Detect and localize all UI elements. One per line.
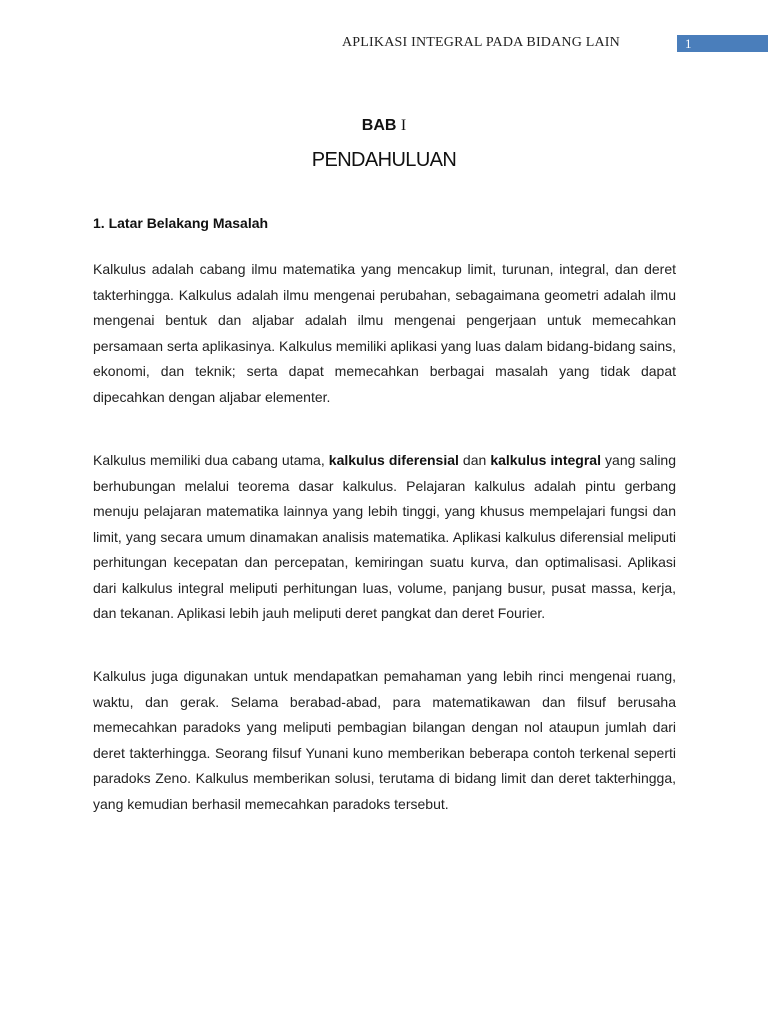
paragraph-1: Kalkulus adalah cabang ilmu matematika yang mencakup limit, turunan, integral, dan deret takterhingga. Kalkulus adalah ilmu mengenai perubahan, sebagaimana geometri adalah ilmu mengenai bentuk dan aljabar adalah ilmu mengenai pengerjaan untuk memecahkan persamaan serta aplikasinya. Kalkulus memiliki aplikasi yang luas dalam bidang-bidang sains, ekonomi, dan teknik; serta dapat memecahkan berbagai masalah yang tidak dapat dipecahkan dengan aljabar elementer. <box>93 261 676 405</box>
term-kalkulus-integral: kalkulus integral <box>490 452 601 468</box>
paragraph-2-text-b: dan <box>458 452 491 468</box>
chapter-title: PENDAHULUAN <box>311 149 457 171</box>
page-number: 1 <box>685 36 692 51</box>
paragraph-3: Kalkulus juga digunakan untuk mendapatkan pemahaman yang lebih rinci mengenai ruang, waktu, dan gerak. Selama berabad-abad, para matematikawan dan filsuf berusaha memecahkan paradoks yang meliputi pembagian bilangan dengan nol ataupun jumlah dari deret takterhingga. Seorang filsuf Yunani kuno memberikan beberapa contoh terkenal seperti paradoks Zeno. Kalkulus memberikan solusi, terutama di bidang limit dan deret takterhingga, yang kemudian berhasil memecahkan paradoks tersebut. <box>93 668 676 812</box>
paragraph-2 <box>93 448 676 627</box>
chapter-roman-numeral: I <box>400 117 407 134</box>
running-header-title: APLIKASI INTEGRAL PADA BIDANG LAIN <box>342 35 620 50</box>
page-number-badge <box>677 35 768 52</box>
term-kalkulus-diferensial: kalkulus diferensial <box>328 452 459 468</box>
chapter-label <box>0 117 768 135</box>
paragraph-2-text-a: Kalkulus memiliki dua cabang utama, <box>93 452 329 468</box>
section-heading: 1. Latar Belakang Masalah <box>93 215 269 231</box>
paragraph-2-text-c: yang saling berhubungan melalui teorema dasar kalkulus. Pelajaran kalkulus adalah pintu gerbang menuju pelajaran matematika lainnya yang lebih tinggi, yang khusus mempelajari fungsi dan limit, yang secara umum dinamakan analisis matematika. Aplikasi kalkulus diferensial meliputi perhitungan kecepatan dan percepatan, kemiringan suatu kurva, dan optimalisasi. Aplikasi dari kalkulus integral meliputi perhitungan luas, volume, panjang busur, pusat massa, kerja, dan tekanan. Aplikasi lebih jauh meliputi deret pangkat dan deret Fourier. <box>93 452 677 621</box>
chapter-label-text: BAB <box>361 117 397 134</box>
